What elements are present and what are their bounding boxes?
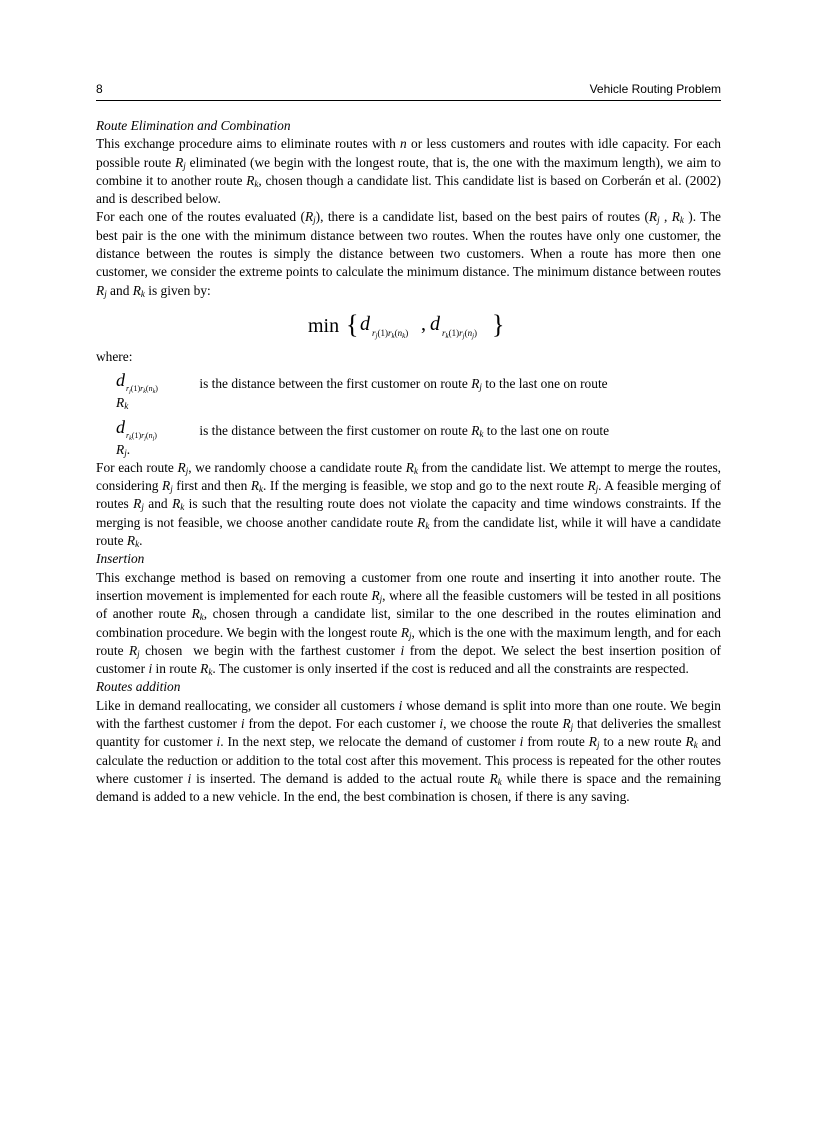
definition-2-text: is the distance between the first customer on route [199,422,468,438]
paragraph: For each route $R_j$, we randomly choose a candidate route $R_k$ from the candidate list. We attempt to merge the routes, considering $R_j$ first and then $R_k$. If the merging is feasible, we stop and go to the next route $R_j$. A feasible merging of routes $R_j$ and $R_k$ is such that the resulting route does not violate the capacity and time windows constraints. If the merging is not feasible, we choose another candidate route $R_k$ from the candidate list, while it will have a candidate route $R_k$. [96,459,722,550]
paragraph: Like in demand reallocating, we consider all customers i whose demand is split into more than one route. We begin with the farthest customer i from the depot. For each customer i, we choose the route $R_j$ that deliveries the smallest quantity for customer i. In the next step, we relocate the demand of customer i from route $R_j$ to a new route $R_k$ and calculate the reduction or addition to the total cost after this movement. This process is repeated for the other routes where customer i is inserted. The demand is added to the actual route $R_k$ while there is space and the remaining demand is added to a new vehicle. In the end, the best combination is chosen, if there is any saving. [96,697,721,805]
svg-text:}: } [492,309,505,339]
svg-text:d: d [116,416,125,437]
main-text [96,117,721,807]
section-title-insertion: Insertion [96,551,145,567]
svg-text:d: d [116,370,125,391]
svg-text:{: { [346,309,359,339]
svg-text:rj(1)rk(nk): $r_j(1)r_k(n_k)$ [126,384,158,395]
running-title: Vehicle Routing Problem [589,82,721,96]
d-rj-rk-symbol [116,370,196,394]
formula-min: min [308,314,340,337]
definition-2: d $r_k(1)r_j(n_j)$ is the distance between the first customer on route $R_k$ to the last one on route [116,416,610,441]
running-header [96,80,721,101]
definition-1: d $r_j(1)r_k(n_k)$ is the distance between the first customer on route $R_j$ to the last one on route [116,370,608,395]
min-distance-formula [96,306,721,348]
paragraph: For each one of the routes evaluated $(R_j)$, there is a candidate list, based on the best pairs of routes ($R_j$ , $R_k$ ). The best pair is the one with the minimum distance between two routes. When the routes have only one customer, the distance between the routes is simply the distance between two customers. When a route has more then one customer, we consider the extreme points to calculate the minimum distance. The minimum distance between routes $R_j$ and $R_k$ is given by: [96,209,721,299]
paragraph: This exchange method is based on removing a customer from one route and inserting it into another route. The insertion movement is implemented for each route $R_j$, where all the feasible customers will be tested in all positions of another route $R_k$, chosen through a candidate list, similar to the one described in the routes elimination and combination procedure. We begin with the longest route $R_j$, which is the one with the maximum length, and for each route $R_j$ chosen we begin with the farthest customer i from the depot. We select the best insertion position of customer i in route $R_k$. The customer is only inserted if the cost is reduced and all the constraints are respected. [96,569,722,678]
section-title-routes-addition: Routes addition [96,679,181,695]
page-number: 8 [96,82,103,96]
definition-1-text: is the distance between the first customer on route [199,376,468,392]
definition-1-continued: $R_k$ [116,395,129,412]
svg-text:rj(1)rk(nk): $r_j(1)r_k(n_k)$ [372,327,409,340]
svg-text:rk(1)rj(nj): $r_k(1)r_j(n_j)$ [442,327,478,340]
definition-1-tail: to the last one on route [485,376,608,392]
svg-text:rk(1)rj(nj): $r_k(1)r_j(n_j)$ [126,430,157,441]
svg-text:,: , [421,312,426,335]
formula-graphic [306,306,516,346]
paragraph: This exchange procedure aims to eliminate routes with n or less customers and routes with idle capacity. For each possible route $R_j$ eliminated (we begin with the longest route, that is, the one with the maximum length), we aim to combine it to another route $R_k$, chosen though a candidate list. This candidate list is based on Corberán et al. (2002) and is described below. [96,136,722,207]
definition-2-continued: $R_j$. [116,441,131,458]
d-rk-rj-symbol [116,417,196,441]
definition-2-tail: to the last one on route [486,422,610,438]
svg-text:d: d [430,312,440,335]
section-title-route-elimination: Route Elimination and Combination [96,118,291,133]
where-label: where: [96,348,133,364]
svg-text:d: d [360,312,370,335]
